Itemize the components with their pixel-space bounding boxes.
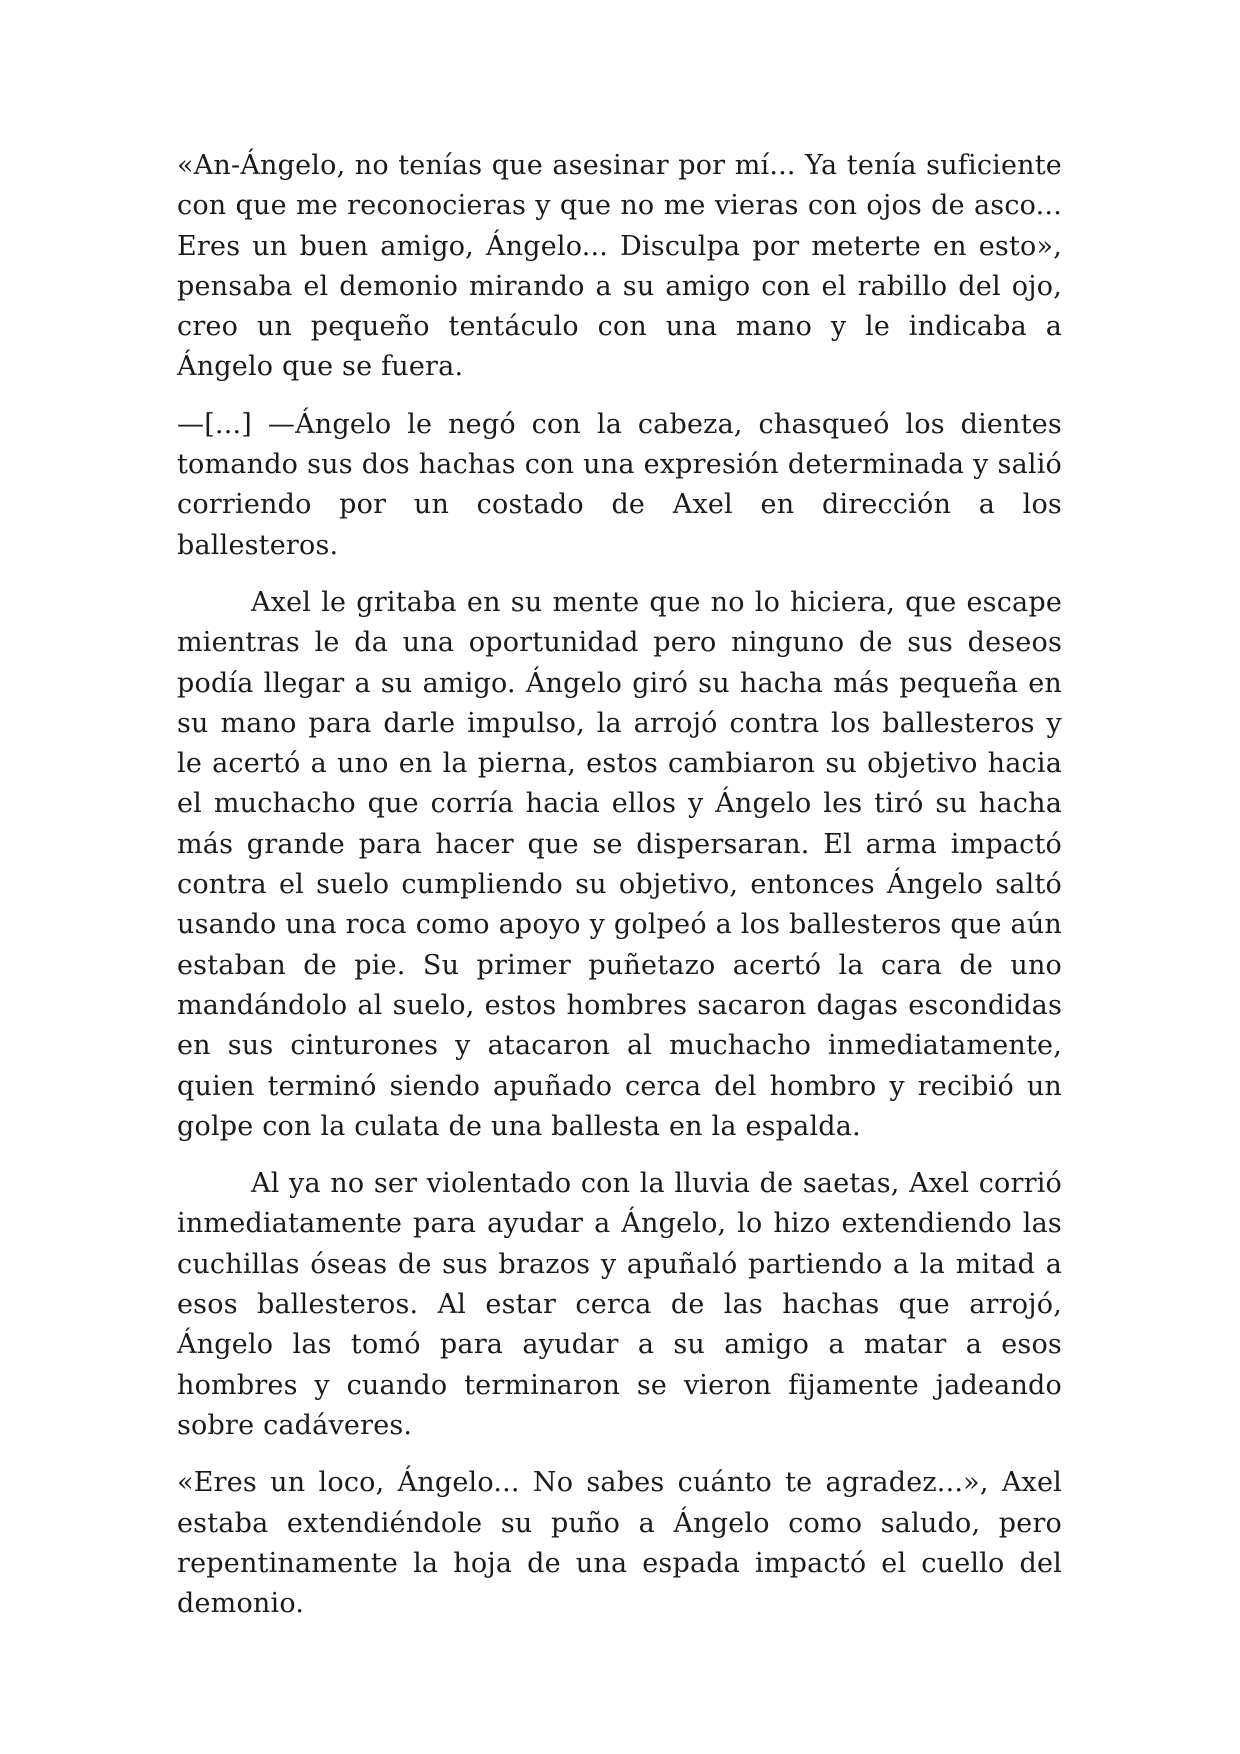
body-text (177, 146, 1062, 1641)
paragraph-4: Al ya no ser violentado con la lluvia de saetas, Axel corrió inmediatamente para ayudar a Ángelo, lo hizo extendiendo las cuchillas óseas de sus brazos y apuñaló partiendo a la mitad a esos ballesteros. Al estar cerca de las hachas que arrojó, Ángelo las tomó para ayudar a su amigo a matar a esos hombres y cuando terminaron se vieron fijamente jadeando sobre cadáveres. (177, 1168, 1062, 1441)
paragraph-1: «An-Ángelo, no tenías que asesinar por mí... Ya tenía suficiente con que me reconocieras y que no me vieras con ojos de asco... Eres un buen amigo, Ángelo... Disculpa por meterte en esto», pensaba el demonio mirando a su amigo con el rabillo del ojo, creo un pequeño tentáculo con una mano y le indicaba a Ángelo que se fuera. (177, 150, 1062, 383)
paragraph-5: «Eres un loco, Ángelo... No sabes cuánto te agradez...», Axel estaba extendiéndole su puño a Ángelo como saludo, pero repentinamente la hoja de una espada impactó el cuello del demonio. (177, 1467, 1062, 1620)
paragraph-3: Axel le gritaba en su mente que no lo hiciera, que escape mientras le da una oportunidad pero ninguno de sus deseos podía llegar a su amigo. Ángelo giró su hacha más pequeña en su mano para darle impulso, la arrojó contra los ballesteros y le acertó a uno en la pierna, estos cambiaron su objetivo hacia el muchacho que corría hacia ellos y Ángelo les tiró su hacha más grande para hacer que se dispersaran. El arma impactó contra el suelo cumpliendo su objetivo, entonces Ángelo saltó usando una roca como apoyo y golpeó a los ballesteros que aún estaban de pie. Su primer puñetazo acertó la cara de uno mandándolo al suelo, estos hombres sacaron dagas escondidas en sus cinturones y atacaron al muchacho inmediatamente, quien terminó siendo apuñado cerca del hombro y recibió un golpe con la culata de una ballesta en la espalda. (177, 586, 1062, 1142)
paragraph-2: —[...] —Ángelo le negó con la cabeza, chasqueó los dientes tomando sus dos hachas con una expresión determinada y salió corriendo por un costado de Axel en dirección a los ballesteros. (177, 408, 1062, 561)
